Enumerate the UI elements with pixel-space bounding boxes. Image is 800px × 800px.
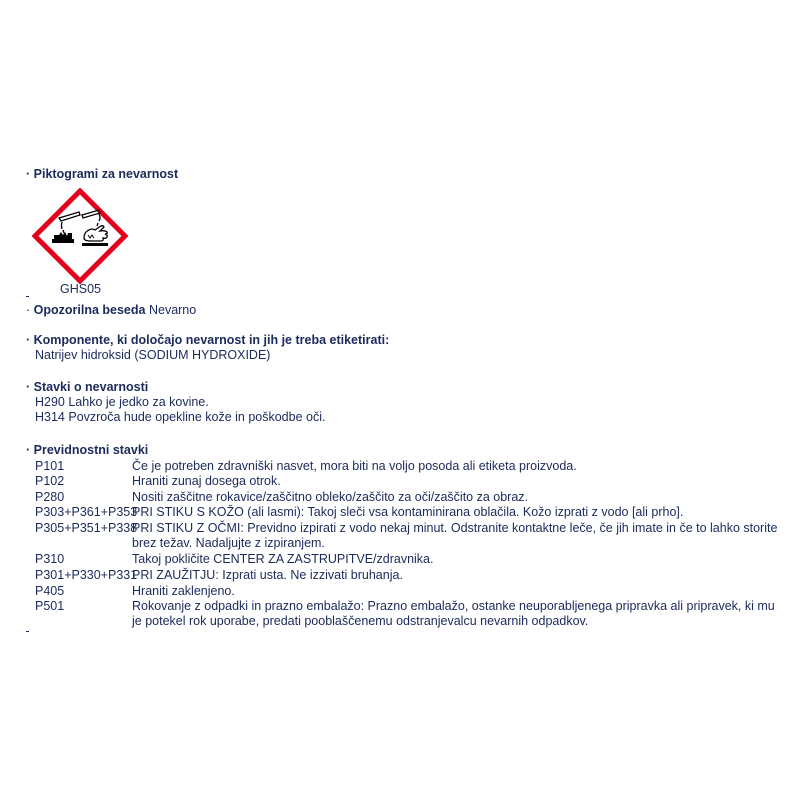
precaution-text: PRI STIKU Z OČMI: Previdno izpirati z vodo nekaj minut. Odstranite kontaktne leče, če jih imate in če to lahko storite brez težav. Nadaljujte z izpiranjem. (132, 521, 778, 550)
precaution-code: P310 (35, 552, 65, 566)
hazard-statements-heading: · Stavki o nevarnosti (26, 380, 149, 394)
precaution-text: PRI ZAUŽITJU: Izprati usta. Ne izzivati bruhanja. (132, 568, 403, 582)
corrosion-hazard-icon (32, 188, 128, 284)
precaution-code: P102 (35, 474, 65, 488)
precaution-code: P101 (35, 459, 65, 473)
precaution-code: P301+P330+P331 (35, 568, 138, 582)
precaution-text: Hraniti zunaj dosega otrok. (132, 474, 281, 488)
precaution-code: P501 (35, 599, 65, 613)
precaution-text: PRI STIKU S KOŽO (ali lasmi): Takoj sleči vsa kontaminirana oblačila. Kožo izprati z vodo [ali prho]. (132, 505, 684, 519)
precaution-code: P405 (35, 584, 65, 598)
precaution-code: P280 (35, 490, 65, 504)
components-heading: · Komponente, ki določajo nevarnost in jih je treba etiketirati: (26, 333, 390, 347)
hazard-statements-heading-text: Stavki o nevarnosti (33, 380, 149, 394)
hazard-statement: H314 Povzroča hude opekline kože in poškodbe oči. (35, 410, 326, 424)
precautionary-statements-heading-text: Previdnostni stavki (33, 443, 149, 457)
section-marker (26, 296, 29, 297)
pictograms-heading-text: Piktogrami za nevarnost (33, 167, 179, 181)
precaution-code: P303+P361+P353 (35, 505, 138, 519)
precaution-text: Takoj pokličite CENTER ZA ZASTRUPITVE/zdravnika. (132, 552, 434, 566)
precautionary-statements-heading: · Previdnostni stavki (26, 443, 149, 457)
precaution-code: P305+P351+P338 (35, 521, 138, 535)
components-value: Natrijev hidroksid (SODIUM HYDROXIDE) (35, 348, 271, 362)
components-heading-text: Komponente, ki določajo nevarnost in jih je treba etiketirati: (33, 333, 390, 347)
signal-word-value: Nevarno (148, 303, 197, 317)
signal-word-label: Opozorilna beseda (33, 303, 146, 317)
pictogram-code: GHS05 (60, 282, 101, 296)
precaution-text: Če je potreben zdravniški nasvet, mora biti na voljo posoda ali etiketa proizvoda. (132, 459, 577, 473)
precaution-text: Nositi zaščitne rokavice/zaščitno obleko/zaščito za oči/zaščito za obraz. (132, 490, 529, 504)
hazard-statement: H290 Lahko je jedko za kovine. (35, 395, 209, 409)
section-marker (26, 631, 29, 632)
precaution-text: Rokovanje z odpadki in prazno embalažo: Prazno embalažo, ostanke neuporabljenega pripravka ali pripravek, ki mu je potekel rok uporabe, predati pooblaščenemu odstranjevalcu nevarnih odpadkov. (132, 599, 775, 628)
pictograms-heading: · Piktogrami za nevarnost (26, 167, 179, 181)
precaution-text: Hraniti zaklenjeno. (132, 584, 235, 598)
signal-word-line: · Opozorilna beseda Nevarno (26, 303, 197, 317)
